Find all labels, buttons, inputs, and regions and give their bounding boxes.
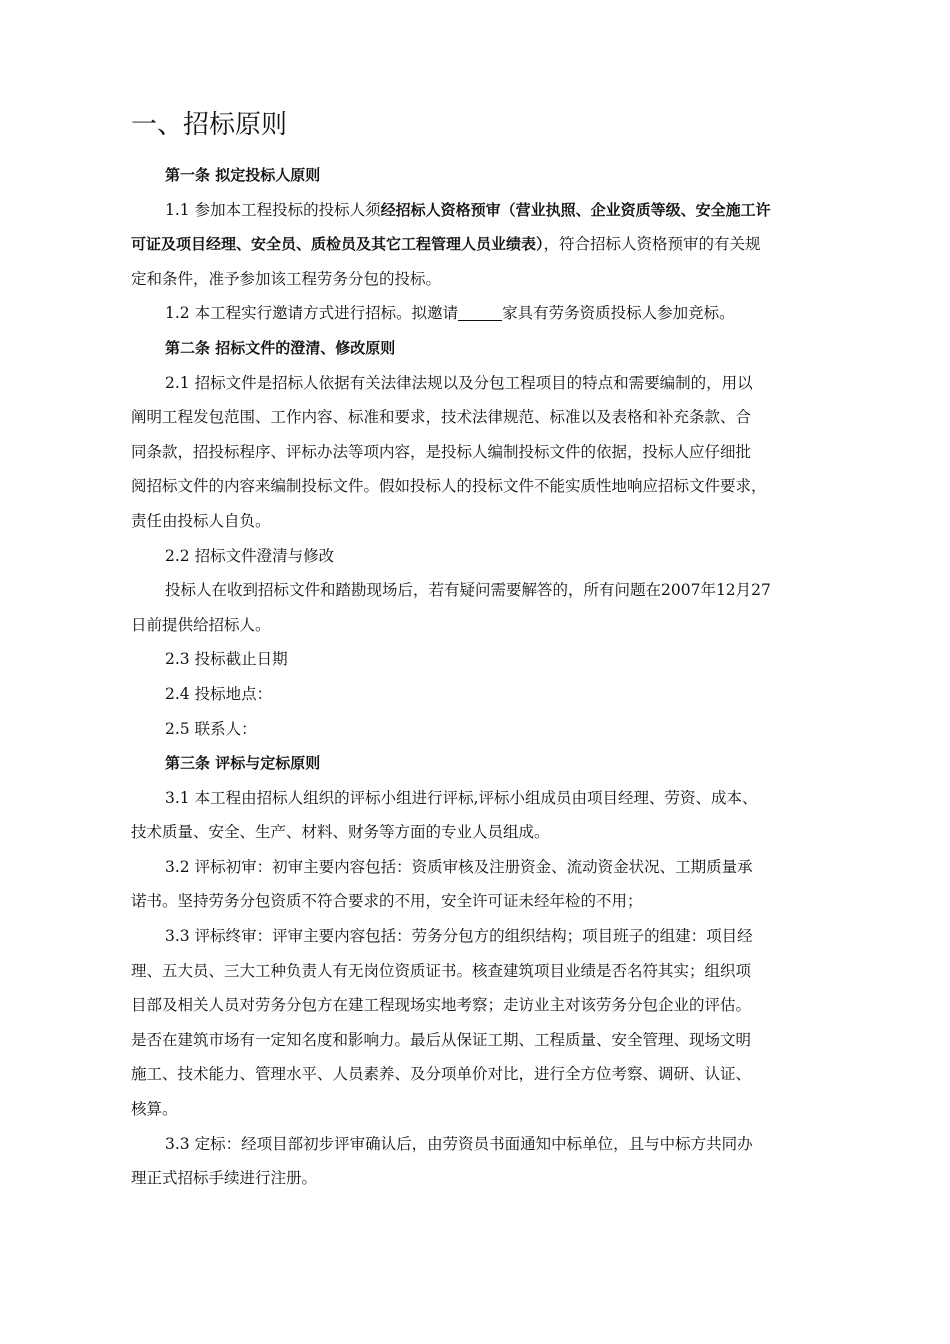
clause-1-1-prefix: 1.1 参加本工程投标的投标人须 [165, 200, 381, 219]
clause-2-2: 2.2 招标文件澄清与修改 [165, 546, 335, 565]
clause-2-2-text-line-2: 日前提供给招标人。 [131, 615, 271, 634]
clause-1-1-bold-b: 可证及项目经理、安全员、质检员及其它工程管理人员业绩表） [131, 235, 544, 254]
clause-3-2-line-1: 3.2 评标初审：初审主要内容包括：资质审核及注册资金、流动资金状况、工期质量承 [165, 857, 753, 876]
clause-2-1-line-4: 阅招标文件的内容来编制投标文件。假如投标人的投标文件不能实质性地响应招标文件要求， [131, 477, 767, 496]
article-1-title: 第一条 拟定投标人原则 [165, 166, 321, 184]
clause-2-1-line-3: 同条款，招投标程序、评标办法等项内容，是投标人编制投标文件的依据，投标人应仔细批 [131, 442, 752, 461]
clause-2-5: 2.5 联系人： [165, 719, 257, 738]
blank-underline [458, 302, 502, 321]
clause-2-1-line-2: 阐明工程发包范围、工作内容、标准和要求，技术法律规范、标准以及表格和补充条款、合 [131, 408, 752, 427]
clause-1-1-line-3: 定和条件，准予参加该工程劳务分包的投标。 [131, 269, 442, 288]
clause-2-1-line-1: 2.1 招标文件是招标人依据有关法律法规以及分包工程项目的特点和需要编制的，用以 [165, 373, 753, 392]
section-heading: 一、招标原则 [131, 110, 288, 140]
clause-1-2 [131, 296, 853, 331]
clause-3-3-line-1: 3.3 评标终审：评审主要内容包括：劳务分包方的组织结构；项目班子的组建：项目经 [165, 927, 753, 946]
article-3-title: 第三条 评标与定标原则 [165, 754, 321, 773]
clause-3-3-line-3: 目部及相关人员对劳务分包方在建工程现场实地考察；走访业主对该劳务分包企业的评估。 [131, 996, 752, 1015]
clause-3-4-line-1: 3.3 定标：经项目部初步评审确认后，由劳资员书面通知中标单位，且与中标方共同办 [165, 1134, 753, 1153]
clause-3-2-line-2: 诺书。坚持劳务分包资质不符合要求的不用，安全许可证未经年检的不用； [131, 892, 643, 911]
clause-3-1-line-2: 技术质量、安全、生产、材料、财务等方面的专业人员组成。 [131, 823, 550, 842]
clause-3-3-line-5: 施工、技术能力、管理水平、人员素养、及分项单价对比，进行全方位考察、调研、认证、 [131, 1065, 752, 1084]
article-2-title: 第二条 招标文件的澄清、修改原则 [165, 338, 396, 357]
clause-3-3-line-4: 是否在建筑市场有一定知名度和影响力。最后从保证工期、工程质量、安全管理、现场文明 [131, 1030, 752, 1049]
clause-3-3-line-2: 理、五大员、三大工种负责人有无岗位资质证书。核查建筑项目业绩是否名符其实；组织项 [131, 961, 752, 980]
clause-3-4-line-2: 理正式招标手续进行注册。 [131, 1169, 318, 1188]
clause-1-1-line-1 [131, 193, 853, 228]
clause-2-1-line-5: 责任由投标人自负。 [131, 511, 271, 530]
clause-3-3-line-6: 核算。 [131, 1100, 178, 1119]
clause-1-2-b: 家具有劳务资质投标人参加竞标。 [502, 304, 735, 323]
clause-1-1-line-2 [131, 227, 853, 262]
clause-3-1-line-1: 3.1 本工程由招标人组织的评标小组进行评标,评标小组成员由项目经理、劳资、成本、 [165, 788, 758, 807]
document-body [131, 158, 853, 1196]
clause-1-1-bold-a: 经招标人资格预审（营业执照、企业资质等级、安全施工许 [380, 200, 771, 219]
clause-2-2-text-line-1: 投标人在收到招标文件和踏勘现场后，若有疑问需要解答的，所有问题在2007年12月27 [165, 581, 771, 600]
clause-2-3: 2.3 投标截止日期 [165, 650, 288, 669]
clause-1-1-tail: ，符合招标人资格预审的有关规 [543, 235, 761, 254]
clause-2-4: 2.4 投标地点： [165, 684, 273, 703]
clause-1-2-a: 1.2 本工程实行邀请方式进行招标。拟邀请 [165, 304, 459, 323]
